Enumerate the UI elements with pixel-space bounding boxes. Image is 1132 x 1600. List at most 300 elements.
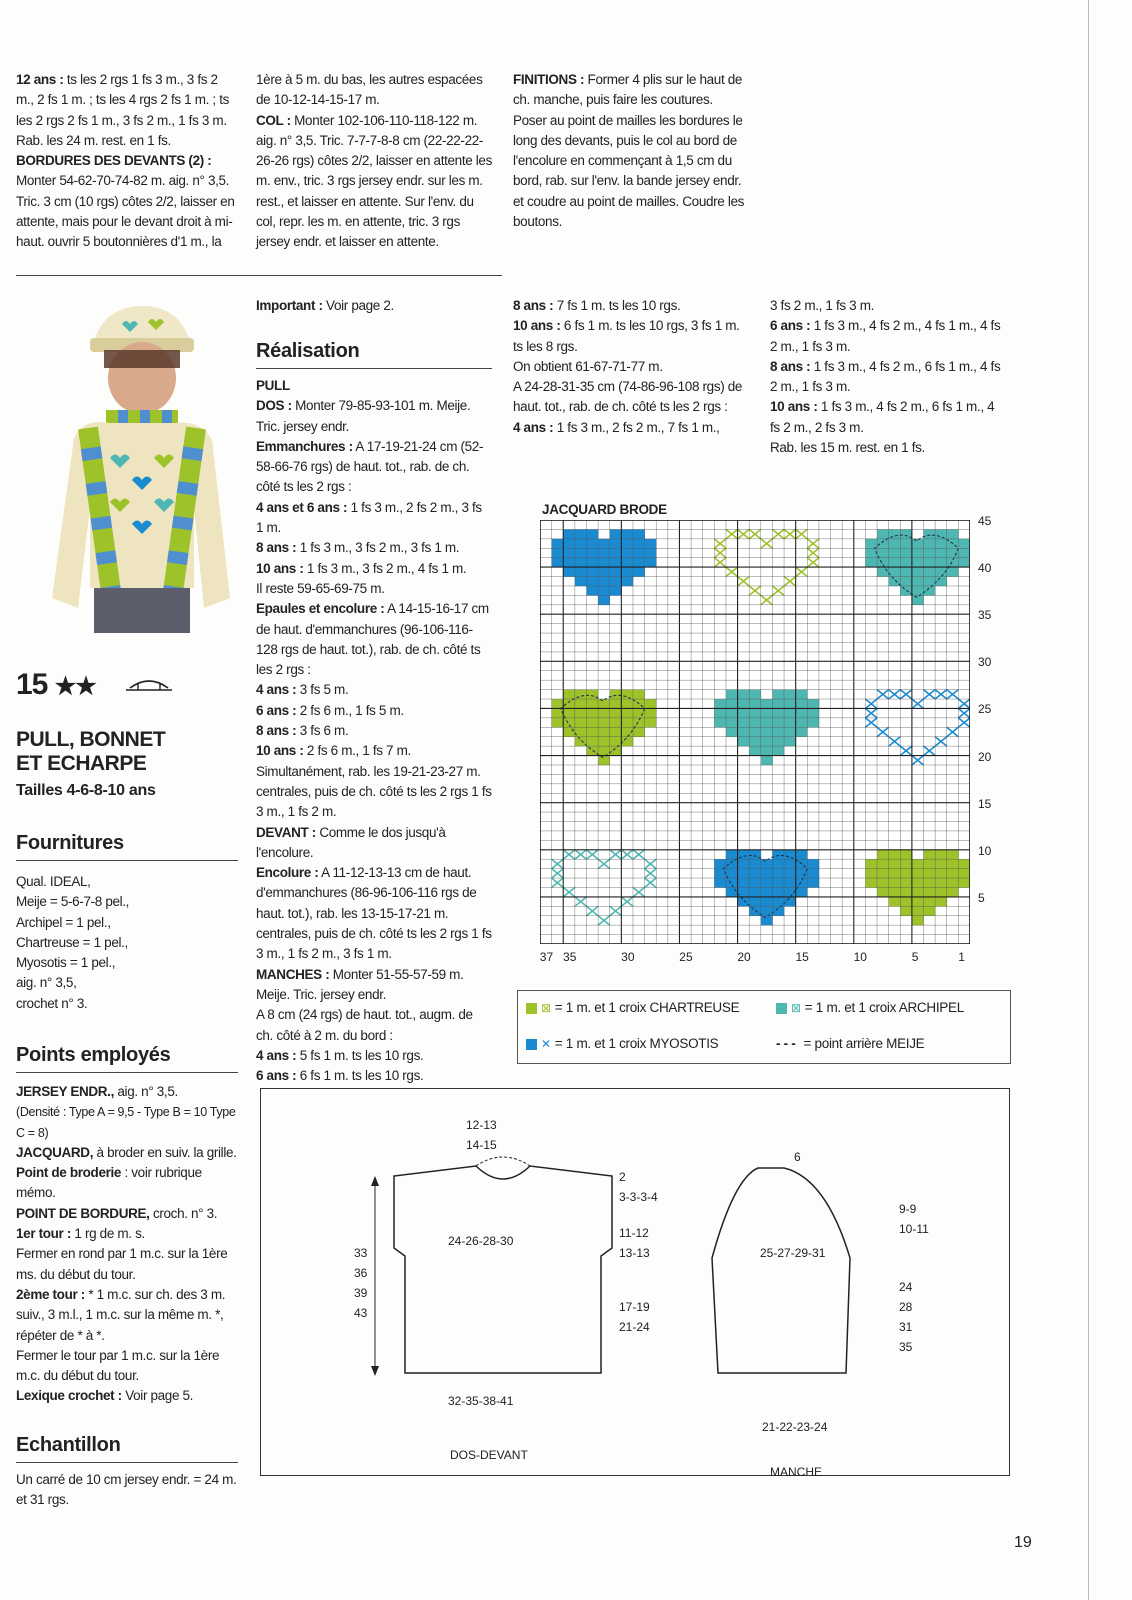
paragraph [256,762,492,823]
chart-heart-cell [807,869,819,879]
paragraph [256,1066,492,1086]
chart-heart-cell [586,699,598,709]
chart-heart-cell [738,859,750,869]
paragraph [16,1386,240,1406]
chart-x-tick: 10 [853,950,867,964]
echantillon-heading: Echantillon [16,1434,121,1456]
paragraph-lead: 2ème tour : [16,1286,85,1302]
chart-heart-cell [586,718,598,728]
paragraph-text: 3 fs 5 m. [296,682,349,698]
paragraph-text: Fermer en rond par 1 m.c. sur la 1ère ms. du début du tour. [16,1246,228,1282]
paragraph-text: Voir page 5. [121,1388,194,1404]
paragraph-text: 1 fs 3 m., 2 fs 2 m., 3 fs 1 m. [256,499,482,536]
paragraph-text: Simultanément, rab. les 19-21-23-27 m. centrales, puis de ch. côté ts les 2 rgs 1 fs 3 m., 1 fs 2 m. [256,763,492,820]
chart-heart-cell [784,897,796,907]
chart-heart-cell [749,690,761,700]
chart-y-tick: 25 [978,702,992,717]
paragraph [256,721,492,741]
paragraph [513,418,749,438]
chart-heart-cell [761,708,773,718]
chart-heart-cell [610,690,622,700]
chart-heart-cell [900,567,912,577]
paragraph-text: (Densité : Type A = 9,5 - Type B = 10 Type C = 8) [16,1105,236,1140]
chart-heart-cell [645,708,657,718]
paragraph-text: 2 fs 6 m., 1 fs 7 m. [303,743,411,759]
paragraph [770,438,1006,458]
chart-heart-cell [749,887,761,897]
chart-heart-cell [958,539,970,549]
chart-heart-cell [877,539,889,549]
chart-heart-cell [912,869,924,879]
paragraph-lead: BORDURES DES DEVANTS (2) : [16,153,212,169]
paragraph-text: Il reste 59-65-69-75 m. [256,580,385,596]
needles-icon [124,676,174,694]
paragraph-text: 5 fs 1 m. ts les 10 rgs. [296,1047,424,1063]
chart-heart-cell [958,859,970,869]
archipel-swatch-icon [776,1003,787,1014]
paragraph-text: 1 fs 3 m., 2 fs 2 m., 7 fs 1 m., [553,419,720,435]
sleeve-cap2-label: 10-11 [899,1222,929,1236]
chart-heart-cell [912,567,924,577]
chart-heart-cell [761,878,773,888]
chart-heart-cell [935,529,947,539]
chart-y-tick: 15 [978,796,992,811]
paragraph-lead: Point de broderie [16,1165,122,1181]
chart-heart-cell [877,878,889,888]
chartreuse-cross-icon: ⊠ [541,1001,551,1016]
chart-heart-cell [761,916,773,926]
paragraph-text: 1 fs 3 m., 3 fs 2 m., 3 fs 1 m. [296,540,460,556]
chart-heart-cell [586,586,598,596]
sleeve-length-3: 35 [899,1340,913,1354]
chart-heart-cell [935,558,947,568]
chart-heart-cell [610,708,622,718]
paragraph [256,680,492,700]
chart-heart-cell [912,878,924,888]
chart-heart-cell [633,727,645,737]
chart-heart-cell [621,737,633,747]
chart-heart-cell [633,718,645,728]
chart-heart-cell [958,558,970,568]
paragraph-text: : voir rubrique mémo. [16,1165,202,1201]
chart-heart-cell [924,529,936,539]
realisation-col2 [256,376,492,1086]
chart-heart-cell [784,699,796,709]
chart-heart-cell [877,859,889,869]
paragraph-lead: 1er tour : [16,1226,72,1242]
paragraph-lead: POINT DE BORDURE, [16,1205,150,1221]
model-title: PULL, BONNET ET ECHARPE [16,728,166,775]
chart-y-tick: 30 [978,655,992,670]
height-label-0: 33 [354,1246,368,1260]
chart-heart-cell [726,690,738,700]
chart-heart-cell [598,737,610,747]
chart-heart-cell [575,737,587,747]
realisation-heading: Réalisation [256,340,360,362]
chart-heart-cell [958,548,970,558]
sleeve-width-bottom-label: 21-22-23-24 [762,1420,828,1434]
paragraph-lead: 10 ans : [256,560,304,576]
chart-heart-cell [598,539,610,549]
sleeve-piece-label: MANCHE [770,1465,823,1479]
chart-heart-cell [761,756,773,766]
chart-heart-cell [807,859,819,869]
height-label-2: 39 [354,1286,368,1300]
paragraph-lead: 4 ans : [256,682,297,698]
chart-heart-cell [889,897,901,907]
paragraph-lead: DEVANT : [256,824,316,840]
chart-heart-cell [935,539,947,549]
chart-heart-cell [912,859,924,869]
model-photo [44,298,234,633]
chart-heart-cell [598,548,610,558]
paragraph-text: aig. n° 3,5. [114,1084,178,1099]
chart-heart-cell [912,897,924,907]
chart-heart-cell [796,850,808,860]
paragraph [16,1285,240,1346]
chart-heart-cell [726,859,738,869]
chart-heart-cell [726,708,738,718]
paragraph-text: 1ère à 5 m. du bas, les autres espacées de 10-12-14-15-17 m. [256,72,483,108]
chart-heart-cell [877,567,889,577]
model-sizes: Tailles 4-6-8-10 ans [16,782,156,799]
chart-heart-cell [645,718,657,728]
chart-heart-cell [610,699,622,709]
chart-heart-cell [924,548,936,558]
paragraph [770,296,1006,316]
paragraph [256,538,492,558]
chart-y-tick: 45 [978,514,992,528]
chart-heart-cell [807,699,819,709]
chart-heart-cell [610,746,622,756]
sleeve-length-2: 31 [899,1320,913,1334]
chart-heart-cell [912,539,924,549]
chart-heart-cell [563,690,575,700]
col2-top-text [256,70,492,253]
chart-heart-cell [575,529,587,539]
chart-heart-cell [575,567,587,577]
chart-heart-cell [947,859,959,869]
chart-heart-cell [935,577,947,587]
paragraph-text: A 24-28-31-35 cm (74-86-96-108 rgs) de haut. tot., rab. de ch. côté ts les 2 rgs : [513,379,743,415]
chart-heart-cell [796,708,808,718]
paragraph [256,579,492,599]
chart-heart-cell [772,727,784,737]
chart-heart-cell [912,887,924,897]
chart-heart-cell [889,558,901,568]
paragraph-lead: 6 ans : [256,1068,297,1084]
paragraph [256,70,492,111]
realisation-col3 [513,296,749,438]
chart-heart-cell [958,869,970,879]
neck-top-label: 12-13 [466,1118,497,1132]
chart-heart-cell [726,850,738,860]
chart-heart-cell [900,869,912,879]
chart-heart-cell [772,699,784,709]
chart-heart-cell [738,869,750,879]
chart-heart-cell [924,906,936,916]
chart-heart-cell [761,897,773,907]
chart-heart-cell [738,727,750,737]
chart-heart-cell [749,906,761,916]
chart-heart-cell [772,887,784,897]
chart-heart-cell [924,878,936,888]
chart-heart-cell [738,887,750,897]
chart-heart-cell [900,859,912,869]
chart-heart-cell [633,548,645,558]
neck-top2-label: 14-15 [466,1138,497,1152]
chart-heart-cell [575,539,587,549]
paragraph-text: Monter 79-85-93-101 m. Meije. Tric. jersey endr. [256,398,471,434]
archipel-cross-icon: ⊠ [791,1001,801,1016]
shoulder2-label: 3-3-3-4 [619,1190,658,1204]
chart-heart-cell [610,567,622,577]
chart-heart-cell [738,718,750,728]
paragraph-text: 1 fs 3 m., 4 fs 2 m., 4 fs 1 m., 4 fs 2 m., 1 fs 3 m. [770,318,1001,354]
paragraph-lead: PULL [256,378,290,393]
paragraph-text: 6 fs 1 m. ts les 10 rgs, 3 fs 1 m. ts les 8 rgs. [513,318,740,354]
points-heading: Points employés [16,1044,171,1066]
chart-heart-cell [935,869,947,879]
paragraph-text: croch. n° 3. [149,1205,218,1221]
chart-heart-cell [865,548,877,558]
chart-y-tick: 35 [978,608,992,623]
chart-heart-cell [772,746,784,756]
chart-heart-cell [621,699,633,709]
paragraph-text: 1 fs 3 m., 4 fs 2 m., 6 fs 1 m., 4 fs 2 m., 1 fs 3 m. [770,358,1001,395]
fourniture-item: Myosotis = 1 pel., [16,955,116,971]
paragraph [16,131,238,151]
chart-heart-cell [924,859,936,869]
chart-heart-cell [889,567,901,577]
chart-heart-cell [563,548,575,558]
chart-heart-cell [563,558,575,568]
paragraph-text: 1 fs 3 m., 3 fs 2 m., 4 fs 1 m. [303,560,467,576]
chart-heart-cell [586,727,598,737]
important-note: Important : Voir page 2. [256,298,394,313]
paragraph-text: 6 fs 1 m. ts les 10 rgs. [296,1068,424,1084]
chart-heart-cell [784,718,796,728]
paragraph-text: à broder en suiv. la grille. [93,1144,237,1160]
col3-top-text [513,70,749,232]
chart-heart-cell [714,708,726,718]
paragraph [256,559,492,579]
chart-heart-cell [749,869,761,879]
chart-heart-cell [900,878,912,888]
chart-x-tick: 20 [737,950,751,964]
chart-heart-cell [889,548,901,558]
legend-archipel: ⊠ = 1 m. et 1 croix ARCHIPEL [776,1000,964,1015]
chart-heart-cell [865,558,877,568]
chart-heart-cell [633,690,645,700]
chart-heart-cell [621,539,633,549]
chart-heart-cell [598,756,610,766]
paragraph-text: A 17-19-21-24 cm (52-58-66-76 rgs) de haut. tot., rab. de ch. côté ts les 2 rgs : [256,438,484,495]
paragraph-lead: Epaules et encolure : [256,601,385,617]
fourniture-item: Chartreuse = 1 pel., [16,934,128,950]
armhole2-label: 13-13 [619,1246,650,1260]
paragraph [513,70,749,232]
chart-heart-cell [784,708,796,718]
chart-heart-cell [714,869,726,879]
chart-heart-cell [900,887,912,897]
chart-heart-cell [796,727,808,737]
paragraph-text: A 14-15-16-17 cm de haut. d'emmanchures (96-106-116-128 rgs de haut. tot.), rab. de ch. côté ts les 2 rgs : [256,601,489,678]
chart-heart-cell [877,887,889,897]
paragraph-text: A 11-12-13-13 cm de haut. d'emmanchures (86-96-106-116 rgs de haut. tot.), rab. les 13-15-17-21 m. centrales, puis de ch. côté ts les 2 rgs 1 fs 3 m., 1 fs 2 m., 3 fs 1 m. [256,865,492,962]
chart-heart-cell [621,718,633,728]
chart-heart-cell [947,558,959,568]
chart-heart-cell [935,850,947,860]
chart-heart-cell [598,567,610,577]
paragraph-lead: 6 ans : [256,702,297,718]
chart-heart-cell [563,699,575,709]
paragraph-lead: FINITIONS : [513,72,585,87]
chart-heart-cell [726,718,738,728]
myosotis-cross-icon: ✕ [541,1037,551,1052]
chart-heart-cell [772,906,784,916]
chart-heart-cell [598,586,610,596]
paragraph [256,111,492,253]
chart-heart-cell [749,718,761,728]
chart-x-tick: 30 [621,950,635,964]
chart-heart-cell [807,878,819,888]
chart-heart-cell [726,699,738,709]
chart-heart-cell [621,690,633,700]
chart-heart-cell [563,727,575,737]
chart-heart-cell [610,737,622,747]
chart-heart-cell [924,887,936,897]
paragraph-text: 1 rg de m. s. [71,1226,145,1242]
paragraph [256,437,492,498]
chart-heart-cell [877,850,889,860]
paragraph [16,1163,240,1204]
chart-heart-cell [598,727,610,737]
legend-chartreuse: ⊠ = 1 m. et 1 croix CHARTREUSE [526,1000,739,1015]
chart-heart-cell [924,558,936,568]
chart-heart-cell [889,539,901,549]
paragraph [513,357,749,377]
page-number: 19 [1014,1534,1032,1551]
binding-edge [1088,0,1089,1600]
chart-heart-cell [610,718,622,728]
paragraph-text: On obtient 61-67-71-77 m. [513,358,663,374]
chart-heart-cell [772,690,784,700]
legend-myosotis: ✕ = 1 m. et 1 croix MYOSOTIS [526,1036,718,1051]
divider [16,860,238,861]
chart-heart-cell [575,699,587,709]
chart-heart-cell [586,539,598,549]
paragraph-text: Comme le dos jusqu'à l'encolure. [256,824,446,860]
paragraph [513,377,749,418]
divider [16,1462,238,1463]
paragraph-text: ts les 2 rgs 1 fs 3 m., 3 fs 2 m., 2 fs 1 m. ; ts les 4 rgs 2 fs 1 m. ; ts les 2 rgs 2 fs 1 m., 3 fs 2 m., 1 fs 3 m. [16,72,230,128]
chart-heart-cell [598,595,610,605]
paragraph-lead: 8 ans : [256,540,297,556]
paragraph [16,151,238,252]
width-bottom-label: 32-35-38-41 [448,1394,514,1408]
paragraph-text: * 1 m.c. sur ch. des 3 m. suiv., 3 m.l., 1 m.c. sur la même m. *, répéter de * à *. [16,1286,226,1343]
chart-heart-cell [947,529,959,539]
chart-heart-cell [575,548,587,558]
chart-x-tick: 15 [795,950,809,964]
chart-heart-cell [586,529,598,539]
fournitures-heading: Fournitures [16,832,124,854]
chart-heart-cell [784,850,796,860]
difficulty-stars: ★★ [54,673,96,700]
paragraph [256,741,492,761]
sleeve-width-top-label: 25-27-29-31 [760,1246,826,1260]
paragraph [770,357,1006,398]
chart-heart-cell [935,878,947,888]
paragraph-lead: Encolure : [256,865,319,881]
chart-heart-cell [621,577,633,587]
echantillon-text: Un carré de 10 cm jersey endr. = 24 m. et 31 rgs. [16,1472,237,1508]
chart-heart-cell [912,548,924,558]
chart-heart-cell [877,529,889,539]
chart-heart-cell [610,548,622,558]
chart-heart-cell [807,718,819,728]
chart-heart-cell [772,859,784,869]
paragraph [16,1082,240,1102]
paragraph [256,863,492,964]
chart-heart-cell [912,916,924,926]
paragraph [16,1143,240,1163]
chart-heart-cell [761,859,773,869]
chart-heart-cell [947,850,959,860]
chart-heart-cell [645,699,657,709]
chart-heart-cell [633,529,645,539]
chart-x-tick: 25 [679,950,693,964]
chart-heart-cell [633,558,645,568]
paragraph-lead: 10 ans : [256,743,304,759]
paragraph [770,397,1006,438]
paragraph-lead: 4 ans : [513,419,554,435]
chart-heart-cell [749,746,761,756]
paragraph-text: Rab. les 15 m. rest. en 1 fs. [770,440,925,456]
paragraph [256,376,492,396]
front-piece-label: DOS-DEVANT [450,1448,528,1462]
paragraph-text: Monter 51-55-57-59 m. Meije. Tric. jersey endr. [256,966,464,1002]
chart-heart-cell [749,878,761,888]
paragraph-lead: 8 ans : [513,298,554,313]
fourniture-item: Qual. IDEAL, [16,874,91,889]
chart-heart-cell [889,577,901,587]
chart-heart-cell [912,595,924,605]
chart-heart-cell [552,718,564,728]
chart-heart-cell [947,878,959,888]
chart-heart-cell [784,878,796,888]
chart-heart-cell [900,558,912,568]
chartreuse-swatch-icon [526,1003,537,1014]
chart-heart-cell [761,727,773,737]
chart-heart-cell [761,718,773,728]
paragraph [256,396,492,437]
chart-heart-cell [749,699,761,709]
chart-heart-cell [924,567,936,577]
side2-label: 21-24 [619,1320,650,1334]
chart-heart-cell [889,887,901,897]
chart-heart-cell [738,737,750,747]
chart-heart-cell [935,897,947,907]
realisation-col4 [770,296,1006,458]
paragraph-lead: Emmanchures : [256,438,353,454]
col1-top-text [16,70,238,253]
chart-heart-cell [865,869,877,879]
paragraph-lead: MANCHES : [256,966,330,982]
chart-heart-cell [749,897,761,907]
chart-heart-cell [714,878,726,888]
